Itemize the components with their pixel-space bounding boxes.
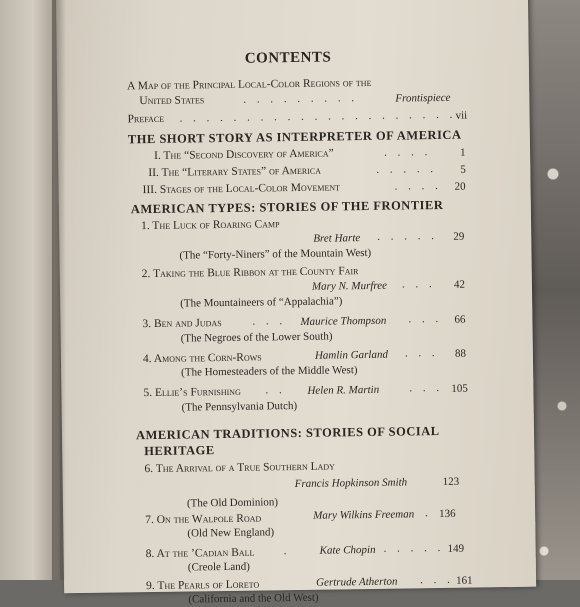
- s1-item-1-label: I. The “Second Discovery of America”: [154, 147, 334, 162]
- story-9-page: 161: [455, 574, 473, 587]
- story-2-region: (The Mountaineers of “Appalachia”): [180, 295, 343, 310]
- story-9-author: Gertrude Atherton: [316, 575, 398, 589]
- story-4-author: Hamlin Garland: [314, 348, 389, 362]
- story-5-title: 5. Ellie’s Furnishing: [143, 385, 241, 400]
- story-9-dots: . . .: [419, 573, 454, 587]
- s1-item-2-label: II. The “Literary States” of America: [148, 164, 322, 180]
- story-3-region: (The Negroes of the Lower South): [180, 330, 333, 345]
- contents-title: CONTENTS: [244, 49, 332, 67]
- story-1-region: (The “Forty-Niners” of the Mountain West): [179, 246, 372, 262]
- section3-heading-line1: AMERICAN TRADITIONS: STORIES OF SOCIAL: [135, 424, 440, 443]
- story-4-title: 4. Among the Corn-Rows: [142, 351, 262, 366]
- s1-item-3-label: III. Stages of the Local-Color Movement: [142, 181, 341, 197]
- s1-item-1-page: 1: [460, 146, 466, 159]
- story-2-title: 2. Taking the Blue Ribbon at the County Fair: [141, 265, 359, 281]
- map-line-1: A Map of the Principal Local-Color Regions of the: [127, 76, 372, 93]
- map-page: Frontispiece: [395, 91, 451, 105]
- story-5-dots-a: . .: [265, 384, 286, 397]
- preface-leader-dots: . . . . . . . . . . . . . . . . . . . . .: [179, 108, 457, 125]
- section1-heading: THE SHORT STORY AS INTERPRETER OF AMERICA: [127, 127, 462, 147]
- story-4-dots: . . .: [404, 347, 439, 360]
- story-9-title: 9. The Pearls of Loreto: [146, 578, 260, 593]
- map-line-2: United States: [139, 94, 205, 108]
- map-leader-dots: . . . . . . . . .: [243, 92, 359, 106]
- preface-label: Preface: [127, 112, 165, 126]
- page-gutter-shadow: [52, 0, 66, 580]
- story-6-author: Francis Hopkinson Smith: [294, 476, 408, 491]
- story-4-region: (The Homesteaders of the Middle West): [181, 364, 358, 379]
- story-4-page: 88: [454, 347, 466, 360]
- story-7-page: 136: [439, 507, 456, 521]
- story-9-region: (California and the Old West): [188, 591, 319, 606]
- story-7-title: 7. On the Walpole Road: [145, 512, 262, 527]
- story-6-region: (The Old Dominion): [186, 496, 279, 510]
- story-8-page: 149: [447, 542, 465, 555]
- s1-item-3-page: 20: [454, 180, 466, 193]
- s1-item-1-dots: . . . .: [384, 146, 432, 159]
- book-page: [56, 0, 536, 606]
- story-1-dots: . . . . .: [377, 230, 439, 243]
- story-7-dots: .: [425, 507, 432, 520]
- story-3-dots-b: . . .: [408, 312, 443, 326]
- story-8-region: (Creole Land): [187, 560, 250, 574]
- story-6-title: 6. The Arrival of a True Southern Lady: [144, 460, 336, 476]
- story-1-title: 1. The Luck of Roaring Camp: [141, 218, 280, 233]
- section2-heading: AMERICAN TYPES: STORIES OF THE FRONTIER: [130, 197, 444, 217]
- s1-item-3-dots: . . . .: [394, 179, 442, 193]
- s1-item-2-page: 5: [460, 163, 466, 176]
- story-8-dots-b: . . . . .: [383, 541, 445, 555]
- story-8-author: Kate Chopin: [319, 543, 376, 557]
- story-6-page: 123: [442, 475, 460, 488]
- story-5-region: (The Pennsylvania Dutch): [181, 399, 298, 414]
- preface-page: vii: [455, 109, 468, 122]
- story-7-region: (Old New England): [187, 526, 275, 540]
- story-1-page: 29: [453, 230, 465, 243]
- story-1-author: Bret Harte: [313, 232, 361, 245]
- story-2-author: Mary N. Murfree: [311, 279, 388, 293]
- story-2-page: 42: [453, 278, 466, 291]
- s1-item-2-dots: . . . . .: [376, 163, 438, 176]
- story-8-dots-a: .: [283, 545, 291, 558]
- story-3-author: Maurice Thompson: [300, 314, 387, 328]
- story-8-title: 8. At the ’Cadian Ball: [145, 546, 255, 561]
- story-3-page: 66: [454, 313, 466, 326]
- story-5-author: Helen R. Martin: [307, 383, 380, 397]
- story-5-dots-b: . . .: [409, 381, 444, 395]
- left-page-edge: [0, 0, 60, 580]
- story-7-author: Mary Wilkins Freeman: [313, 508, 415, 522]
- story-2-dots: . . .: [401, 278, 436, 291]
- story-3-dots-a: . . .: [252, 315, 287, 328]
- story-5-page: 105: [451, 382, 468, 395]
- section3-heading-line2: HERITAGE: [144, 443, 215, 459]
- story-3-title: 3. Ben and Judas: [142, 317, 222, 331]
